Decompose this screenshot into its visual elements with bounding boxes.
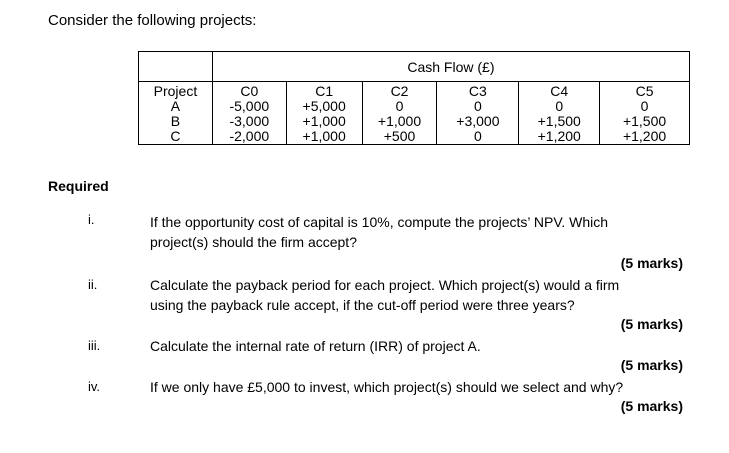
- column-header: C3: [437, 82, 519, 100]
- table-cell: -3,000: [212, 114, 286, 129]
- marks-label: (5 marks): [620, 316, 683, 332]
- question-line: project(s) should the firm accept?: [150, 234, 357, 250]
- table-row: [139, 114, 690, 129]
- table-title: Cash Flow (£): [212, 52, 689, 82]
- table-cell: A: [139, 99, 213, 114]
- table-cell: +5,000: [286, 99, 362, 114]
- question-text: [150, 212, 685, 252]
- table-cell: +1,000: [286, 114, 362, 129]
- table-cell: +1,000: [286, 129, 362, 145]
- table-cell: 0: [519, 99, 600, 114]
- question-text: [150, 275, 685, 315]
- table-row: [139, 99, 690, 114]
- table-cell: +1,500: [600, 114, 690, 129]
- column-header: Project: [139, 82, 213, 100]
- table-cell: +1,200: [519, 129, 600, 145]
- table-cell: +500: [362, 129, 437, 145]
- table-cell: +1,200: [600, 129, 690, 145]
- required-heading: Required: [48, 178, 109, 194]
- table-cell: +3,000: [437, 114, 519, 129]
- marks-label: (5 marks): [620, 398, 683, 414]
- table-cell: B: [139, 114, 213, 129]
- table-cell: +1,500: [519, 114, 600, 129]
- question-line: If the opportunity cost of capital is 10%, compute the projects’ NPV. Which: [150, 214, 609, 230]
- table-cell: 0: [437, 129, 519, 145]
- column-header: C5: [600, 82, 690, 100]
- question-line: using the payback rule accept, if the cut-off period were three years?: [150, 297, 575, 313]
- table-cell: +1,000: [362, 114, 437, 129]
- table-cell: C: [139, 129, 213, 145]
- question-number: iv.: [88, 379, 101, 394]
- marks-label: (5 marks): [620, 255, 683, 271]
- column-header: C1: [286, 82, 362, 100]
- table-cell: -5,000: [212, 99, 286, 114]
- question-line: Calculate the internal rate of return (IRR) of project A.: [150, 338, 481, 354]
- table-cell: -2,000: [212, 129, 286, 145]
- table-cell: 0: [362, 99, 437, 114]
- table-cell: 0: [600, 99, 690, 114]
- question-text: [150, 336, 685, 356]
- question-number: iii.: [88, 338, 101, 353]
- intro-text: Consider the following projects:: [48, 12, 257, 29]
- question-line: If we only have £5,000 to invest, which project(s) should we select and why?: [150, 379, 624, 395]
- question-number: ii.: [88, 277, 98, 292]
- question-line: Calculate the payback period for each project. Which project(s) would a firm: [150, 277, 620, 293]
- column-header: C4: [519, 82, 600, 100]
- cash-flow-table: [138, 51, 690, 145]
- table-row: [139, 129, 690, 145]
- column-header: C2: [362, 82, 437, 100]
- question-number: i.: [88, 212, 95, 227]
- table-cell: 0: [437, 99, 519, 114]
- column-header: C0: [212, 82, 286, 100]
- marks-label: (5 marks): [620, 357, 683, 373]
- question-text: [150, 377, 685, 397]
